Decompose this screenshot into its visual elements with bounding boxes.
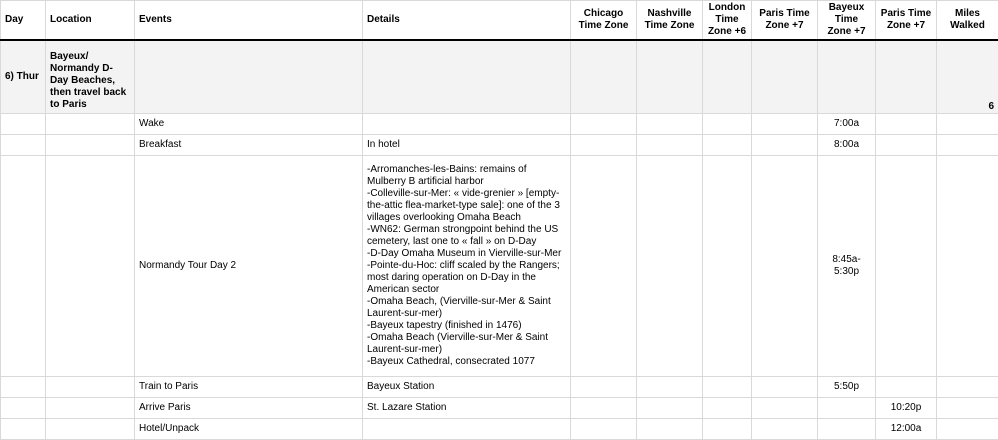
- cell[interactable]: [637, 135, 703, 156]
- cell[interactable]: [1, 419, 46, 440]
- table-row: [1, 377, 998, 398]
- header-day[interactable]: Day: [1, 1, 46, 41]
- paris-time-cell[interactable]: [876, 156, 937, 377]
- cell[interactable]: [703, 398, 752, 419]
- miles-cell[interactable]: 6: [937, 40, 998, 114]
- cell[interactable]: [571, 135, 637, 156]
- cell[interactable]: [937, 377, 998, 398]
- cell[interactable]: [937, 156, 998, 377]
- cell[interactable]: [1, 156, 46, 377]
- cell[interactable]: [752, 40, 818, 114]
- cell[interactable]: [571, 377, 637, 398]
- header-events[interactable]: Events: [135, 1, 363, 41]
- header-miles[interactable]: Miles Walked: [937, 1, 998, 41]
- cell[interactable]: [46, 398, 135, 419]
- cell[interactable]: [752, 377, 818, 398]
- cell[interactable]: [752, 114, 818, 135]
- table-row: [1, 135, 998, 156]
- bayeux-time-cell[interactable]: 8:45a- 5:30p: [818, 156, 876, 377]
- event-cell[interactable]: Normandy Tour Day 2: [135, 156, 363, 377]
- details-cell[interactable]: In hotel: [363, 135, 571, 156]
- cell[interactable]: [571, 398, 637, 419]
- header-paris-1[interactable]: Paris Time Zone +7: [752, 1, 818, 41]
- bayeux-time-cell[interactable]: [818, 419, 876, 440]
- paris-time-cell[interactable]: [876, 114, 937, 135]
- header-details[interactable]: Details: [363, 1, 571, 41]
- cell[interactable]: [703, 135, 752, 156]
- details-cell[interactable]: [363, 419, 571, 440]
- cell[interactable]: [46, 135, 135, 156]
- details-cell[interactable]: [363, 114, 571, 135]
- event-cell[interactable]: Wake: [135, 114, 363, 135]
- cell[interactable]: [1, 377, 46, 398]
- event-cell[interactable]: Hotel/Unpack: [135, 419, 363, 440]
- table-row: [1, 156, 998, 377]
- bayeux-time-cell[interactable]: [818, 398, 876, 419]
- location-cell[interactable]: Bayeux/ Normandy D-Day Beaches, then travel back to Paris: [46, 40, 135, 114]
- bayeux-time-cell[interactable]: 5:50p: [818, 377, 876, 398]
- cell[interactable]: [752, 156, 818, 377]
- cell[interactable]: [46, 377, 135, 398]
- event-cell[interactable]: Breakfast: [135, 135, 363, 156]
- paris-time-cell[interactable]: 10:20p: [876, 398, 937, 419]
- cell[interactable]: [571, 156, 637, 377]
- cell[interactable]: [363, 40, 571, 114]
- cell[interactable]: [818, 40, 876, 114]
- cell[interactable]: [703, 156, 752, 377]
- event-cell[interactable]: Arrive Paris: [135, 398, 363, 419]
- cell[interactable]: [703, 377, 752, 398]
- cell[interactable]: [637, 40, 703, 114]
- header-row: [1, 1, 998, 41]
- bayeux-time-cell[interactable]: 8:00a: [818, 135, 876, 156]
- cell[interactable]: [937, 114, 998, 135]
- cell[interactable]: [1, 114, 46, 135]
- details-cell[interactable]: Bayeux Station: [363, 377, 571, 398]
- header-nashville[interactable]: Nashville Time Zone: [637, 1, 703, 41]
- cell[interactable]: [637, 377, 703, 398]
- event-cell[interactable]: Train to Paris: [135, 377, 363, 398]
- cell[interactable]: [1, 398, 46, 419]
- cell[interactable]: [876, 40, 937, 114]
- paris-time-cell[interactable]: [876, 377, 937, 398]
- details-cell[interactable]: St. Lazare Station: [363, 398, 571, 419]
- bayeux-time-cell[interactable]: 7:00a: [818, 114, 876, 135]
- cell[interactable]: [135, 40, 363, 114]
- paris-time-cell[interactable]: [876, 135, 937, 156]
- header-paris-2[interactable]: Paris Time Zone +7: [876, 1, 937, 41]
- header-london[interactable]: London Time Zone +6: [703, 1, 752, 41]
- header-location[interactable]: Location: [46, 1, 135, 41]
- cell[interactable]: [637, 156, 703, 377]
- cell[interactable]: [571, 114, 637, 135]
- day-row: [1, 40, 998, 114]
- cell[interactable]: [46, 419, 135, 440]
- cell[interactable]: [571, 40, 637, 114]
- table-row: [1, 419, 998, 440]
- cell[interactable]: [703, 114, 752, 135]
- details-cell[interactable]: -Arromanches-les-Bains: remains of Mulberry B artificial harbor -Colleville-sur-Mer: « vide-grenier » [empty-the-attic flea-market-type sale]: one of the 3 villages overlooking Omaha Beach -WN62: German strongpoint behind the US cemetery, last one to « fall » on D-Day -D-Day Omaha Museum in Vierville-sur-Mer -Pointe-du-Hoc: cliff scaled by the Rangers; most daring operation on D-Day in the American sector -Omaha Beach, (Vierville-sur-Mer & Saint Laurent-sur-mer) -Bayeux tapestry (finished in 1476) -Omaha Beach (Vierville-sur-Mer & Saint Laurent-sur-mer) -Bayeux Cathedral, consecrated 1077: [363, 156, 571, 377]
- cell[interactable]: [571, 419, 637, 440]
- cell[interactable]: [637, 419, 703, 440]
- cell[interactable]: [752, 135, 818, 156]
- cell[interactable]: [46, 156, 135, 377]
- cell[interactable]: [752, 419, 818, 440]
- header-chicago[interactable]: Chicago Time Zone: [571, 1, 637, 41]
- day-cell[interactable]: 6) Thur: [1, 40, 46, 114]
- cell[interactable]: [937, 419, 998, 440]
- header-bayeux[interactable]: Bayeux Time Zone +7: [818, 1, 876, 41]
- cell[interactable]: [637, 114, 703, 135]
- cell[interactable]: [703, 40, 752, 114]
- cell[interactable]: [637, 398, 703, 419]
- cell[interactable]: [937, 135, 998, 156]
- cell[interactable]: [703, 419, 752, 440]
- table-row: [1, 114, 998, 135]
- paris-time-cell[interactable]: 12:00a: [876, 419, 937, 440]
- cell[interactable]: [752, 398, 818, 419]
- cell[interactable]: [46, 114, 135, 135]
- table-row: [1, 398, 998, 419]
- cell[interactable]: [1, 135, 46, 156]
- cell[interactable]: [937, 398, 998, 419]
